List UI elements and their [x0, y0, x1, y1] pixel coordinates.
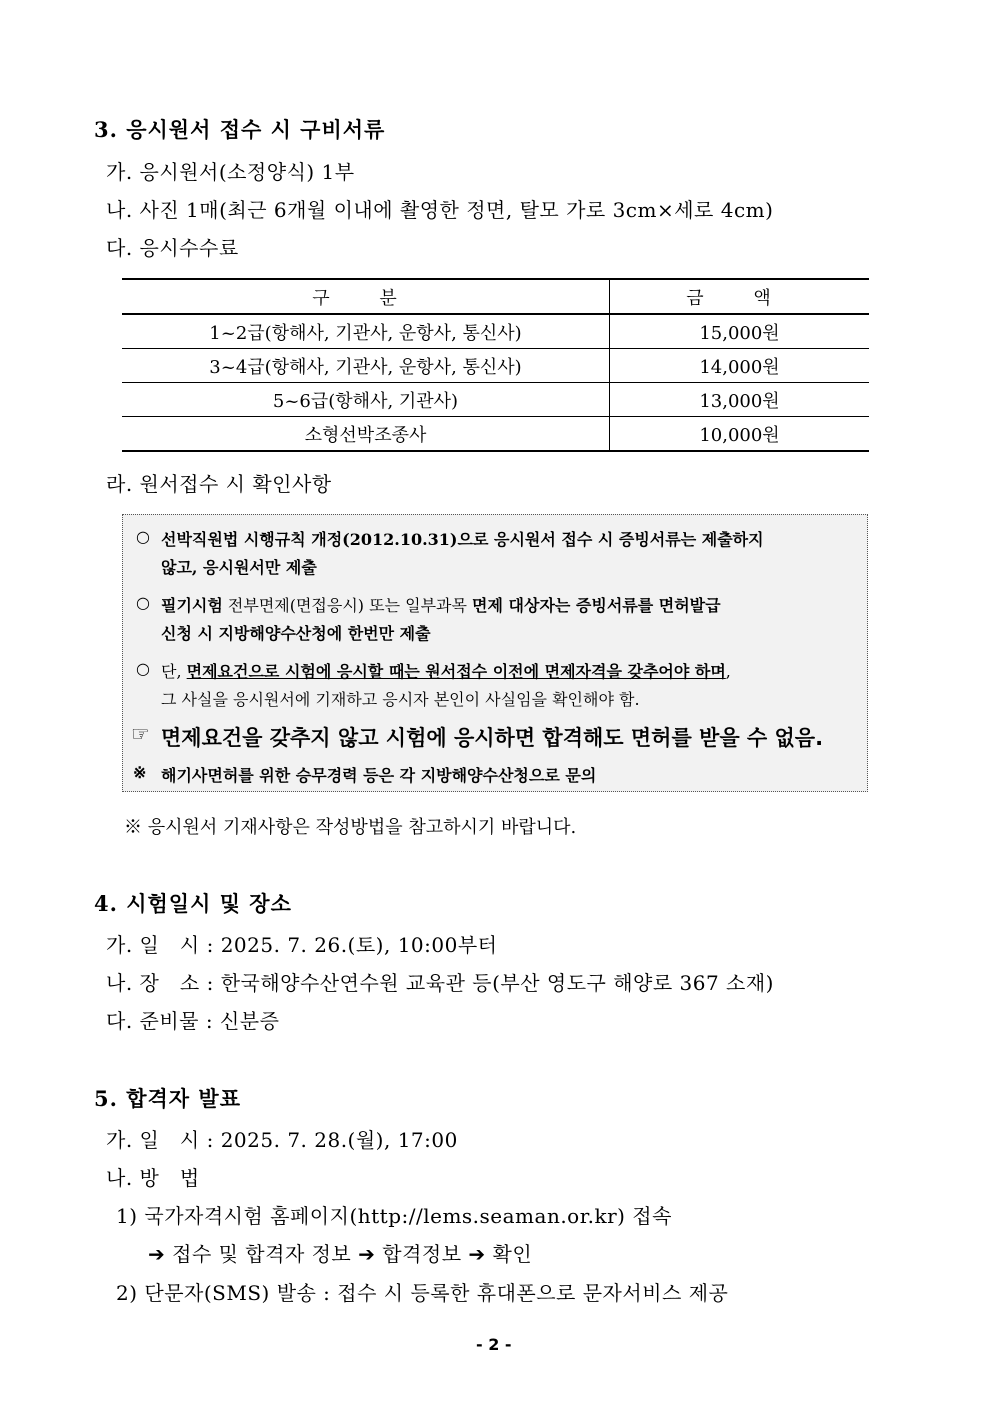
notice-line2a-bold1: 필기시험 [161, 596, 223, 615]
section5-title: 5. 합격자 발표 [94, 1086, 241, 1111]
arrow-right-icon: ➔ [148, 1242, 166, 1266]
pointing-hand-icon: ☞ [131, 722, 150, 746]
section3-item-na: 나. 사진 1매(최근 6개월 이내에 촬영한 정면, 탈모 가로 3cm×세로 4cm) [106, 198, 774, 222]
path-step: 접수 및 합격자 정보 [172, 1242, 352, 1266]
method1-path [148, 1238, 532, 1267]
row-amount: 15,000원 [610, 314, 870, 349]
section3-title: 3. 응시원서 접수 시 구비서류 [94, 117, 386, 142]
fee-table-header [122, 279, 869, 314]
header-amount: 금 액 [610, 279, 870, 314]
notice-bullet: ○ [136, 527, 150, 546]
reference-mark-icon: ※ [133, 763, 147, 782]
row-category: 5~6급(항해사, 기관사) [122, 383, 610, 417]
notice-box [122, 514, 868, 792]
notice-line3b: 그 사실을 응시원서에 기재하고 응시자 본인이 사실임을 확인해야 함. [161, 690, 640, 709]
notice-line2a-bold2: 면제 대상자는 증빙서류를 면허발급 [472, 596, 721, 615]
path-step: 확인 [492, 1242, 533, 1266]
section3-item-ra: 라. 원서접수 시 확인사항 [106, 472, 332, 496]
notice-line2b: 신청 시 지방해양수산청에 한번만 제출 [161, 624, 431, 643]
section3-item-ga: 가. 응시원서(소정양식) 1부 [106, 160, 355, 184]
notice-line1b: 않고, 응시원서만 제출 [161, 558, 317, 577]
section5-method2: 2) 단문자(SMS) 발송 : 접수 시 등록한 휴대폰으로 문자서비스 제공 [116, 1281, 729, 1305]
table-row [122, 417, 869, 452]
table-row [122, 349, 869, 383]
section5-item-ga: 가. 일 시 : 2025. 7. 28.(월), 17:00 [106, 1128, 458, 1152]
section4-item-da: 다. 준비물 : 신분증 [106, 1009, 280, 1033]
notice-line3a-normal: 단, [161, 662, 187, 681]
notice-bullet: ○ [136, 659, 150, 678]
table-row [122, 314, 869, 349]
row-category: 1~2급(항해사, 기관사, 운항사, 통신사) [122, 314, 610, 349]
section4-title: 4. 시험일시 및 장소 [94, 891, 292, 916]
section3-item-da: 다. 응시수수료 [106, 236, 239, 260]
page-number: - 2 - [476, 1335, 512, 1354]
section5-item-na: 나. 방 법 [106, 1166, 200, 1190]
section4-item-ga: 가. 일 시 : 2025. 7. 26.(토), 10:00부터 [106, 933, 498, 957]
fee-table [122, 278, 869, 452]
section5-method1: 1) 국가자격시험 홈페이지(http://lems.seaman.or.kr) 접속 [116, 1204, 672, 1228]
row-category: 소형선박조종사 [122, 417, 610, 452]
row-amount: 10,000원 [610, 417, 870, 452]
notice-bullet: ○ [136, 593, 150, 612]
path-step: 합격정보 [382, 1242, 462, 1266]
arrow-right-icon: ➔ [468, 1242, 486, 1266]
notice-line2a-normal: 전부면제(면접응시) 또는 일부과목 [222, 596, 473, 615]
section4-item-na: 나. 장 소 : 한국해양수산연수원 교육관 등(부산 영도구 해양로 367 소재) [106, 971, 774, 995]
notice-contact: 해기사면허를 위한 승무경력 등은 각 지방해양수산청으로 문의 [161, 766, 597, 785]
row-category: 3~4급(항해사, 기관사, 운항사, 통신사) [122, 349, 610, 383]
notice-line3a [161, 659, 731, 682]
notice-line2a [161, 593, 721, 616]
header-category: 구 분 [122, 279, 610, 314]
row-amount: 14,000원 [610, 349, 870, 383]
arrow-right-icon: ➔ [358, 1242, 376, 1266]
row-amount: 13,000원 [610, 383, 870, 417]
notice-line3a-underline: 면제요건으로 시험에 응시할 때는 원서접수 이전에 면제자격을 갖추어야 하며 [186, 662, 726, 681]
section3-note: ※ 응시원서 기재사항은 작성방법을 참고하시기 바랍니다. [124, 817, 577, 838]
notice-warning: 면제요건을 갖추지 않고 시험에 응시하면 합격해도 면허를 받을 수 없음. [161, 726, 824, 750]
notice-line1a: 선박직원법 시행규칙 개정(2012.10.31)으로 응시원서 접수 시 증빙서류는 제출하지 [161, 530, 764, 549]
table-row [122, 383, 869, 417]
notice-line3a-end: , [725, 662, 731, 681]
